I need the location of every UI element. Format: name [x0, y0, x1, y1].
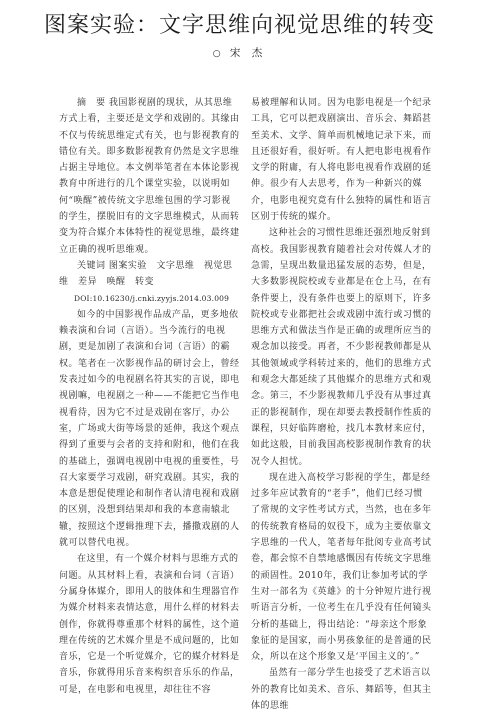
author-marker-icon: ○ [212, 49, 223, 59]
body-paragraph: 易被理解和认同。因为电影电视是一个纪录工具，它可以把戏剧演出、音乐会、舞蹈甚至美术、文学、简单而机械地记录下来，而且还很好看，很好听。有人把电影电视看作文学的附庸，有人将电影电视看作戏剧的延伸。很少有人去思考，作为一种新兴的媒介，电影电视究竟有什么独特的属性和语言区别于传统的媒介。 [251, 98, 432, 223]
author-line [0, 45, 479, 60]
left-column [59, 95, 240, 695]
body-paragraph: 如今的中国影视作品成产品，更多地依赖表演和台词（言语）。当今流行的电视剧，更是加剧了表演和台词（言语）的霸权。笔者在一次影视作品的研讨会上，曾经发表过如今的电视剧名符其实的言说，即电视剧嘛，电视剧之一种——不能把它当作电视看待，因为它不过是戏剧在客厅，办公室，广场或大街等场景的延伸，我这个观点得到了重要与会者的支持和附和，他们在我的基础上，强调电视剧中电视的重要性，号召大家要学习戏剧，研究戏剧。其实，我的本意是想促使理论和制作者认清电视和戏剧的区别，没想到结果却和我的本意南辕北辙，按照这个逻辑推理下去，播撒戏剧的人就可以替代电视。 [59, 309, 240, 549]
doi-line: DOI:10.16230/j.cnki.zyyjs.2014.03.009 [74, 293, 230, 303]
right-column [251, 95, 432, 711]
abstract-text: 我国影视剧的现状，从其思维方式上看，主要还是文学和戏剧的。其缘由不仅与传统思维定式有关，也与影视教育的错位有关。即多数影视教育仍然是文字思维占据主导地位。本文例举笔者在本体论影视教育中所进行的几个课堂实验，以说明如何“唤醒”被传统文字思维包围的学习影视的学生，摆脱旧有的文字思维模式，从而转变为符合媒介本体特性的视觉思维，最终建立正确的视听思维观。 [59, 98, 240, 255]
keywords-text: 图案实验 文字思维 视觉思维 差异 唤醒 转变 [59, 260, 233, 288]
abstract-label: 摘 要 [77, 98, 106, 108]
keywords-label: 关键词 [77, 260, 106, 271]
article-title: 图案实验：文字思维向视觉思维的转变 [43, 13, 435, 38]
body-paragraph: 现在进入高校学习影视的学生，都是经过多年应试教育的“老手”，他们已经习惯了常规的文字性考试方式，当然，也在多年的传统教育格局的奴役下，成为主要依靠文字思维的一代人，笔者每年批阅专业高考试卷，都会惊不自禁地感慨因有传统文字思维的顽固性。2010年，我们让参加考试的学生对一部名为《英雄》的十分钟短片进行视听语言分析，一位考生在几乎没有任何镜头分析的基础上，得出结论：“母亲这个形象象征的是国家，而小男孩象征的是普通的民众，所以在这个形象又是‘平国主义的’。” [251, 472, 432, 663]
abstract [59, 95, 240, 258]
keywords [59, 258, 240, 291]
body-paragraph: 这种社会的习惯性思维还强烈地反射到高校。我国影视教育随着社会对传媒人才的急需，呈现出数量迅猛发展的态势，但是，大多数影视院校或专业都是在仓上马，在有条件要上，没有条件也要上的原则下，许多院校或专业都把社会或戏剧中流行或习惯的思维方式和做法当作是正确的或理所应当的观念加以接受。再者，不少影视教师都是从其他领域或学科转过来的，他们的思维方式和观念大都延续了其他媒介的思维方式和观念。第三，不少影视教师几乎没有从事过真正的影视制作，现在却要去教授制作性质的课程，只好临阵磨枪，找几本教材来应付，如此这般，目前我国高校影视制作教育的状况令人担忧。 [251, 228, 432, 467]
body-paragraph: 虽然有一部分学生也接受了艺术语言以外的教育比如美术、音乐、舞蹈等，但其主体的思维 [251, 668, 432, 711]
body-paragraph: 在这里，有一个媒介材料与思维方式的问题。从其材料上看，表演和台词（言语）分属身体媒介，即用人的肢体和生理器官作为媒介材料来表情达意，用什么样的材料去创作，你就得尊重那个材料的属性，这个道理在传统的艺术媒介里是不成问题的，比如音乐，它是一个听觉媒介，它的媒介材料是音乐，你就得用乐音来构织音乐乐的作品，可是，在电影和电视里，却往往不容 [59, 554, 240, 695]
author-name: 宋 杰 [229, 47, 267, 59]
